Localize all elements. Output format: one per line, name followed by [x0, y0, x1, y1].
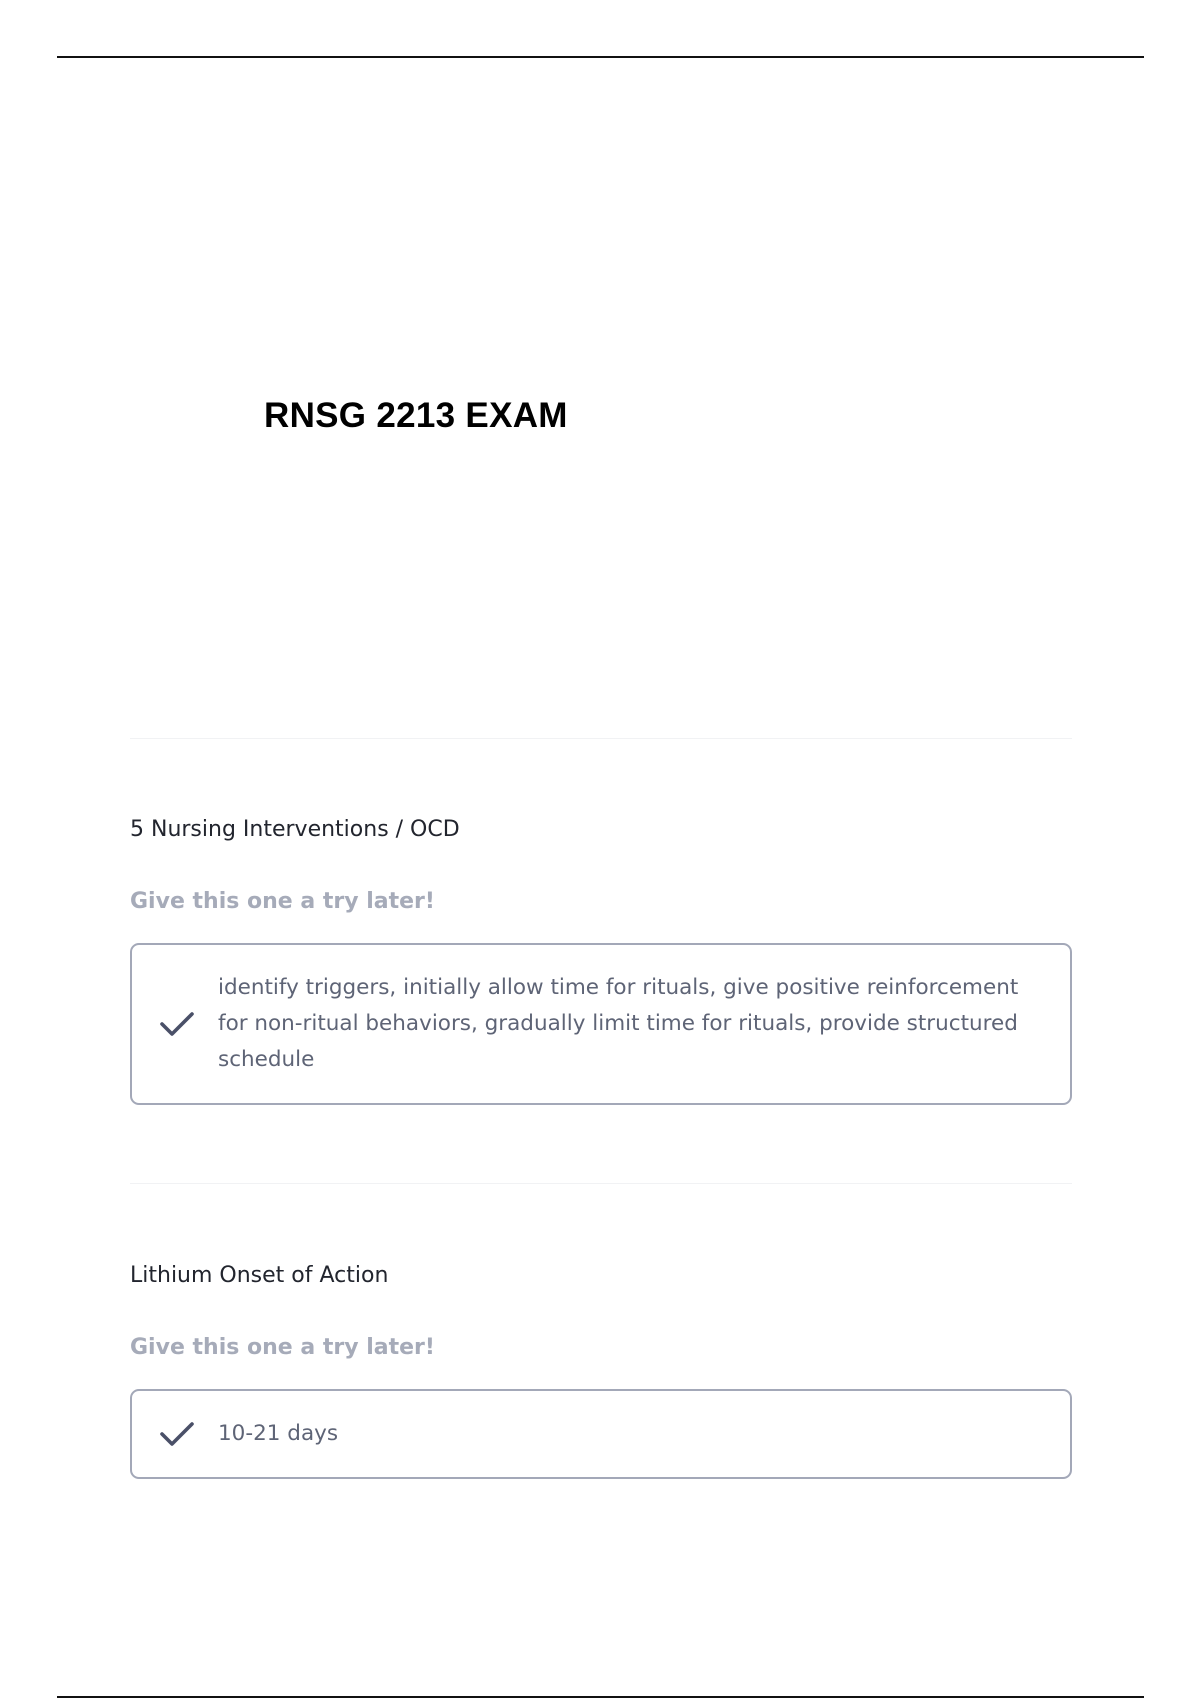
flashcard-term: 5 Nursing Interventions / OCD	[130, 817, 460, 842]
flashcard-term: Lithium Onset of Action	[130, 1263, 389, 1288]
flashcard-1	[130, 819, 1072, 1105]
page-top-rule	[57, 56, 1144, 58]
answer-box[interactable]	[130, 943, 1072, 1105]
card-divider	[130, 738, 1072, 739]
check-icon	[158, 1419, 196, 1449]
try-later-hint[interactable]: Give this one a try later!	[130, 1335, 435, 1360]
try-later-hint[interactable]: Give this one a try later!	[130, 889, 435, 914]
answer-text: 10-21 days	[218, 1421, 339, 1446]
check-icon	[158, 1009, 196, 1039]
page-bottom-rule	[57, 1696, 1144, 1698]
answer-box[interactable]	[130, 1389, 1072, 1479]
document-title: RNSG 2213 EXAM	[264, 396, 568, 435]
card-divider	[130, 1183, 1072, 1184]
answer-text: identify triggers, initially allow time for rituals, give positive reinforcement for non-ritual behaviors, gradually limit time for rituals, provide structured schedule	[218, 975, 1019, 1072]
flashcard-2	[130, 1265, 1072, 1479]
